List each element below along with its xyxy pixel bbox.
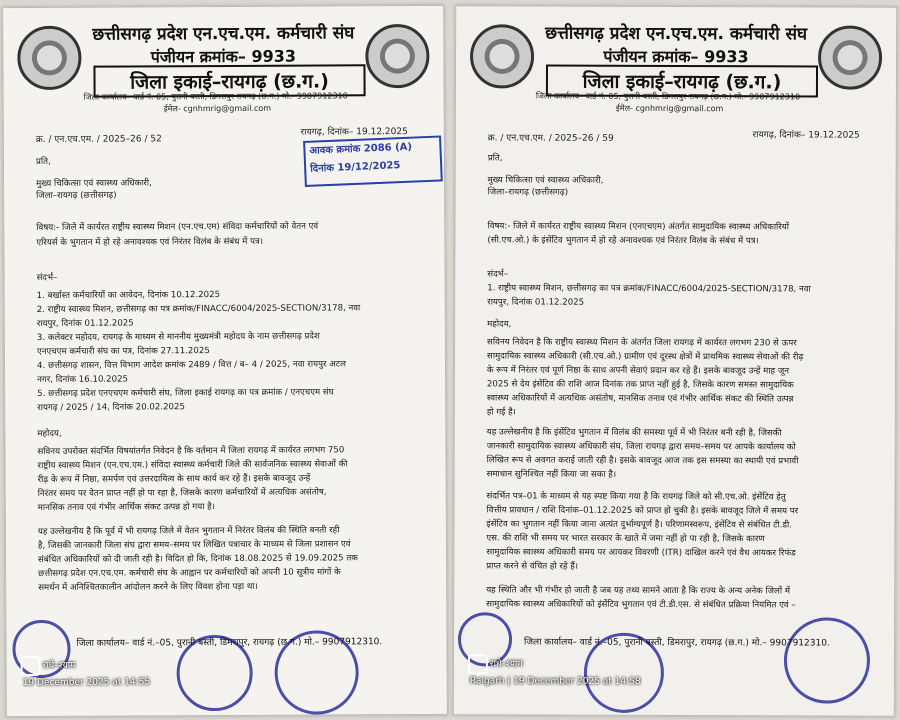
- body-line: हो गई है।: [486, 407, 516, 418]
- body-line: रायपुर, दिनांक 01.12.2025: [36, 318, 134, 329]
- body-line: सामुदायिक स्वास्थ्य अधिकारी (सी.एच.ओ.) ग्रामीण एवं दूरस्थ क्षेत्रों में प्राथमिक स्वास्थ्य सेवाओं की रीढ़: [486, 351, 804, 363]
- body-line: स्वास्थ्य अधिकारियों में अत्यधिक असंतोष, मानसिक तनाव एवं गंभीर आर्थिक संकट की स्थिति उत्पन्न: [486, 393, 794, 405]
- body-line: निरंतर समय पर वेतन प्राप्त नहीं हो पा रहा है, जिसके कारण कर्मचारियों में अत्यधिक असंतोष,: [37, 487, 327, 499]
- body-line: नगर, दिनांक 16.10.2025: [37, 374, 129, 385]
- body-line: प्रति,: [487, 153, 503, 164]
- office-round-seal: [784, 617, 870, 703]
- letter-date: रायगढ़, दिनांक– 19.12.2025: [300, 127, 408, 138]
- body-line: संदर्भ–: [487, 269, 509, 280]
- letterhead: [3, 6, 444, 116]
- office-address: जिला कार्यालय– वार्ड नं. 05, पुरानी बस्ती, डिमरापुर रायगढ़ (छ.ग.) मो.- 9907912310: [535, 91, 801, 102]
- body-line: 2025 से देय इंसेंटिव की राशि आज दिनांक तक प्राप्त नहीं हुई है, जिसके कारण समस्त सामुदायिक: [486, 379, 794, 391]
- body-line: सामुदायिक स्वास्थ्य अधिकारियों को इंसेंटिव भुगतान एवं टी.डी.एस. से संबंधित प्रक्रिया नियमित एवं –: [486, 599, 796, 611]
- body-line: 3. कलेक्टर महोदय, रायगढ़ के माध्यम से माननीय मुख्यमंत्री महोदय के नाम छत्तीसगढ़ प्रदेश: [36, 331, 320, 343]
- district-unit: जिला इकाई–रायगढ़ (छ.ग.): [93, 64, 365, 97]
- body-line: 5. छत्तीसगढ़ प्रदेश एनएचएम कर्मचारी संघ, जिला इकाई रायगढ़ का पत्र क्रमांक / एनएचएम संघ: [37, 387, 334, 399]
- camera-icon: [468, 654, 488, 674]
- letter-page-left: [2, 5, 448, 717]
- body-line: विषय:- जिले में कार्यरत राष्ट्रीय स्वास्थ्य मिशन (एनएचएम) अंतर्गत सामुदायिक स्वास्थ्य अधिकारियों: [487, 221, 790, 233]
- body-line: के रूप में निरंतर एवं पूर्ण निष्ठा के साथ अपनी सेवाएं प्रदान कर रहे हैं। इसके बावजूद उन्हें माह जून: [486, 365, 790, 377]
- body-line: रायपुर, दिनांक 01.12.2025: [487, 297, 585, 308]
- body-line: जानकारी सामुदायिक स्वास्थ्य अधिकारी संघ, जिला रायगढ़ द्वारा समय–समय पर आपके कार्यालय को: [486, 441, 796, 453]
- body-line: एस. की राशि भी समय पर भारत सरकार के खाते में जमा नहीं हो पा रही है, जिसके कारण: [486, 533, 765, 545]
- reference-number: क्र. / एन.एच.एम. / 2025–26 / 59: [487, 133, 614, 144]
- stamp-number: आवक क्रमांक 2086 (A): [309, 141, 413, 157]
- body-line: 4. छत्तीसगढ़ शासन, वित्त विभाग आदेश क्रमांक 2489 / वित्त / ब– 4 / 2025, नवा रायपुर अटल: [36, 359, 346, 371]
- body-line: (सी.एच.ओ.) के इंसेंटिव भुगतान में हो रहे अनावश्यक एवं निरंतर विलंब के संबंध में पत्र।: [487, 235, 759, 247]
- body-line: यह स्थिति और भी गंभीर हो जाती है जब यह तथ्य सामने आता है कि राज्य के अन्य अनेक जिलों में: [486, 585, 791, 597]
- body-line: यह उल्लेखनीय है कि इंसेंटिव भुगतान में विलंब की समस्या पूर्व में भी निरंतर बनी रही है, जिसकी: [486, 427, 782, 439]
- body-line: महोदय,: [487, 319, 512, 330]
- org-name: छत्तीसगढ़ प्रदेश एन.एच.एम. कर्मचारी संघ: [545, 23, 808, 45]
- body-line: 1. राष्ट्रीय स्वास्थ्य मिशन, छत्तीसगढ़ का पत्र क्रमांक/FINACC/6004/2025-SECTION/3178, नवा: [487, 283, 811, 295]
- camera-icon: [21, 656, 41, 676]
- district-unit: जिला इकाई–रायगढ़ (छ.ग.): [546, 65, 818, 98]
- body-line: रायगढ़ / 2025 / 14, दिनांक 20.02.2025: [37, 402, 185, 413]
- letterhead: [456, 6, 896, 116]
- body-line: सविनय निवेदन है कि राष्ट्रीय स्वास्थ्य मिशन के अंतर्गत जिला रायगढ़ में कार्यरत लगभग 230 से ऊपर: [487, 337, 797, 349]
- body-line: मुख्य चिकित्सा एवं स्वास्थ्य अधिकारी,: [487, 175, 604, 186]
- body-line: सामुदायिक स्वास्थ्य अधिकारी समय पर आयकर विवरणी (ITR) दाखिल करने एवं वैध आयकर रिफंड: [486, 547, 796, 559]
- body-line: मानसिक तनाव एवं गंभीर आर्थिक संकट उत्पन्न हो गया है।: [37, 502, 216, 513]
- body-line: 2. राष्ट्रीय स्वास्थ्य मिशन, छत्तीसगढ़ का पत्र क्रमांक/FINACC/6004/2025-SECTION/3178, नवा: [36, 303, 361, 315]
- body-line: सविनय उपरोक्त संदर्भित विषयांतर्गत निवेदन है कि वर्तमान में जिला रायगढ़ में कार्यरत लगभग 750: [37, 445, 345, 457]
- body-line: एरियर्स के भुगतान में हो रहे अनावश्यक एवं निरंतर विलंब के संबंध में पत्र।: [36, 236, 263, 248]
- body-line: वित्तीय प्रावधान / राशि दिनांक–01.12.2025 को प्राप्त हो चुकी है। इसके बावजूद जिले में समय पर: [486, 505, 799, 517]
- email: ईमेल- cgnhmrig@gmail.com: [615, 103, 724, 114]
- email: ईमेल- cgnhmrig@gmail.com: [163, 103, 272, 114]
- body-line: एनएचएम कर्मचारी संघ का पत्र, दिनांक 27.11.2025: [36, 346, 210, 357]
- body-line: प्राप्त करने से वंचित हो रहे हैं।: [486, 561, 579, 572]
- letter-date: रायगढ़, दिनांक– 19.12.2025: [752, 130, 860, 141]
- body-line: 1. बर्खास्त कर्मचारियों का आवेदन, दिनांक 10.12.2025: [36, 290, 221, 301]
- body-line: छत्तीसगढ़ प्रदेश एन.एच.एम. कर्मचारी संघ के आह्वान पर कर्मचारियों को अपनी 10 सूत्रीय मांगों के: [38, 567, 341, 579]
- body-line: समर्थन में अनिश्चितकालीन आंदोलन करने के लिए विवश होना पड़ा था।: [38, 581, 258, 593]
- reference-number: क्र. / एन.एच.एम. / 2025–26 / 52: [35, 134, 162, 145]
- registration-number: पंजीयन क्रमांक– 9933: [603, 46, 749, 67]
- body-line: इंसेंटिव का भुगतान नहीं किया जाना अत्यंत दुर्भाग्यपूर्ण है। परिणामस्वरूप, इंसेंटिव से संबंधित टी.डी.: [486, 519, 792, 531]
- org-name: छत्तीसगढ़ प्रदेश एन.एच.एम. कर्मचारी संघ: [92, 23, 355, 45]
- body-line: विषय:- जिले में कार्यरत राष्ट्रीय स्वास्थ्य मिशन (एन.एच.एम) संविदा कर्मचारियों को वेतन एवं: [36, 221, 319, 233]
- watermark-date: Raigarh | 19 December 2025 at 14:58: [469, 676, 641, 687]
- body-line: है, जिसकी जानकारी जिला संघ द्वारा समय–समय पर लिखित पत्राचार के माध्यम से जिला प्रशासन एवं: [37, 539, 351, 551]
- body-line: राष्ट्रीय स्वास्थ्य मिशन (एन.एच.एम.) संविदा स्वास्थ्य कर्मचारी जिले की सार्वजनिक स्वास्थ्य सेवाओं की: [37, 459, 348, 471]
- body-line: संदर्भित पत्र–01 के माध्यम से यह स्पष्ट किया गया है कि रायगढ़ जिले को सी.एच.ओ. इंसेंटिव हेतु: [486, 491, 786, 503]
- watermark-date: 19 December 2025 at 14:55: [22, 677, 151, 689]
- body-line: जिला–रायगढ़ (छत्तीसगढ़): [487, 187, 569, 198]
- body-line: यह उल्लेखनीय है कि पूर्व में भी रायगढ़ जिले में वेतन भुगतान में निरंतर विलंब की स्थिति बनती रही: [37, 525, 340, 537]
- watermark-name: राधे–श्याम: [489, 659, 523, 670]
- registration-number: पंजीयन क्रमांक– 9933: [150, 46, 297, 67]
- body-line: संदर्भ–: [36, 272, 58, 283]
- body-line: महोदय,: [37, 428, 62, 439]
- footer-address: जिला कार्यालय– वार्ड नं.–05, पुरानी बस्ती, डिमरापुर, रायगढ़ (छ.ग.) मो.– 9907912310.: [76, 637, 383, 649]
- watermark-name: राधे–श्याम: [42, 660, 76, 671]
- body-line: समाधान सुनिश्चित नहीं किया जा सका है।: [486, 469, 617, 480]
- office-address: जिला कार्यालय– वार्ड नं. 05, पुरानी बस्ती, डिमरापुर रायगढ़ (छ.ग.) मो.- 9907912310: [83, 91, 348, 102]
- body-line: लिखित रूप से अवगत कराई जाती रही है। इसके बावजूद आज तक इस समस्या का स्थायी एवं प्रभावी: [486, 455, 799, 467]
- stamp-date: दिनांक 19/12/2025: [310, 160, 401, 175]
- footer-address: जिला कार्यालय– वार्ड नं.–05, पुरानी बस्ती, डिमरापुर, रायगढ़ (छ.ग.) मो.– 9907912310.: [523, 637, 830, 649]
- letter-page-right: [453, 5, 897, 717]
- body-line: रीढ़ के रूप में निष्ठा, समर्पण एवं उत्तरदायित्व के साथ कार्य कर रहे हैं। इसके बावजूद उन्हें: [37, 473, 311, 485]
- body-line: संबंधित अधिकारियों को दी जाती रही है। विदित हो कि, दिनांक 18.08.2025 से 19.09.2025 तक: [38, 553, 358, 565]
- body-line: मुख्य चिकित्सा एवं स्वास्थ्य अधिकारी,: [36, 178, 152, 189]
- body-line: प्रति,: [35, 156, 51, 167]
- body-line: जिला–रायगढ़ (छत्तीसगढ़): [36, 190, 117, 201]
